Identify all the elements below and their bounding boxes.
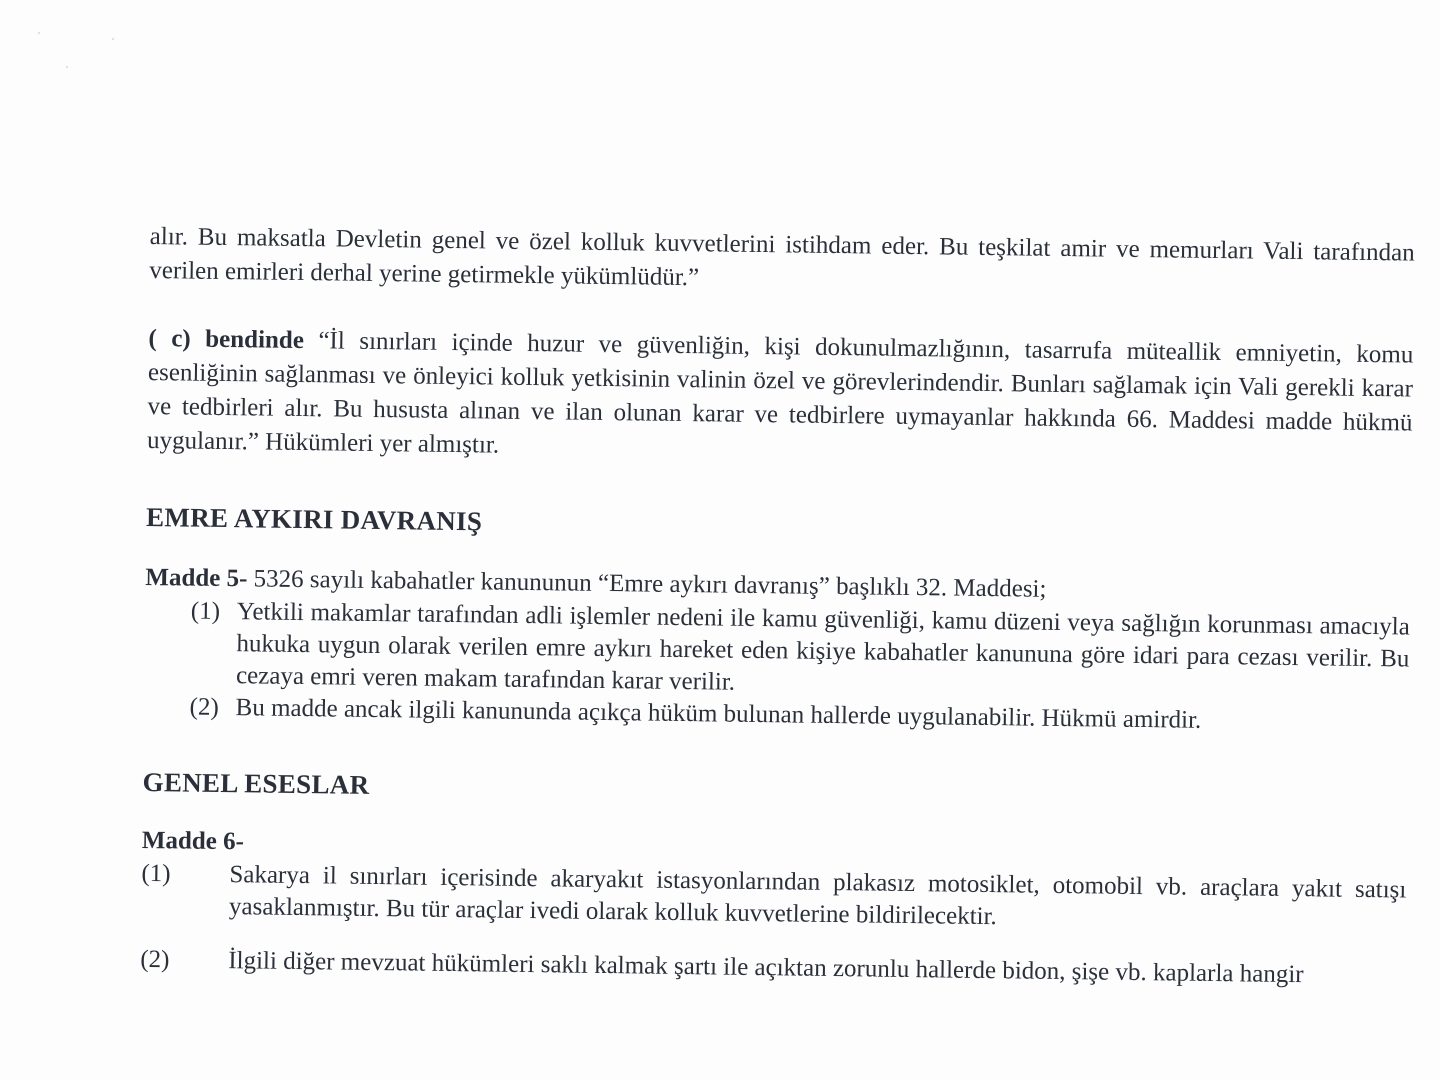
- list-item-number: (2): [189, 693, 219, 721]
- article-5-list: [143, 595, 1410, 740]
- article-5-label: Madde 5-: [145, 563, 248, 593]
- paragraph-c-text: “İl sınırları içinde huzur ve güvenliğin, kişi dokunulmazlığının, tasarrufa müteallik emniyetin, komu esenliğinin sağlanması ve önleyici kolluk yetkisinin valinin özel ve görevlerindendir. Bunları sağlamak için Vali gerekli karar ve tedbirleri alır. Bu hususta alınan ve ilan olunan karar ve tedbirlere uymayanlar hakkında 66. Maddesi madde hükmü uygulanır.” Hükümleri yer almıştır.: [146, 327, 1414, 459]
- article-6-label: Madde 6-: [141, 826, 245, 856]
- scan-specks: [30, 28, 150, 78]
- list-item-number: (1): [190, 597, 221, 625]
- list-item-text: Bu madde ancak ilgili kanununda açıkça hüküm bulunan hallerde uygulanabilir. Hükmü amirdir.: [235, 694, 1202, 734]
- list-item-text: İlgili diğer mevzuat hükümleri saklı kalmak şartı ile açıktan zorunlu hallerde bidon, şişe vb. kaplarla hangir: [228, 947, 1304, 989]
- article-6-list: [140, 858, 1406, 993]
- list-item-text: Yetkili makamlar tarafından adli işlemler nedeni ile kamu güvenliği, kamu düzeni veya sağlığın korunması amacıyla hukuka uygun olarak verilen emre aykırı hareket eden kişiye kabahatler kanununa göre idari para cezası verilir. Bu cezaya emri veren makam tarafından karar verilir.: [235, 598, 1410, 696]
- paragraph-c-bendi: [147, 322, 1414, 475]
- list-item-text: Sakarya il sınırları içerisinde akaryakıt istasyonlarından plakasız motosiklet, otomobil vb. araçlara yakıt satışı yasaklanmıştır. Bu tür araçlar ivedi olarak kolluk kuvvetlerine bildirilecektir.: [228, 861, 1407, 931]
- paragraph-continuation: alır. Bu maksatla Devletin genel ve özel kolluk kuvvetlerini istihdam eder. Bu teşkilat amir ve memurları Vali tarafından verilen emirleri derhal yerine getirmekle yükümlüdür.”: [149, 222, 1415, 292]
- list-item: [144, 595, 1410, 708]
- article-5-text: 5326 sayılı kabahatler kanununun “Emre aykırı davranış” başlıklı 32. Maddesi;: [247, 565, 1047, 603]
- paragraph-c-label: ( c) bendinde: [148, 324, 305, 355]
- section-heading-genel-esaslar: GENEL ESESLAR: [142, 766, 370, 800]
- section-heading-emre-aykiri: EMRE AYKIRI DAVRANIŞ: [145, 501, 483, 537]
- document-body: [140, 220, 1415, 992]
- list-item-number: (1): [141, 859, 171, 888]
- list-item-number: (2): [140, 945, 170, 974]
